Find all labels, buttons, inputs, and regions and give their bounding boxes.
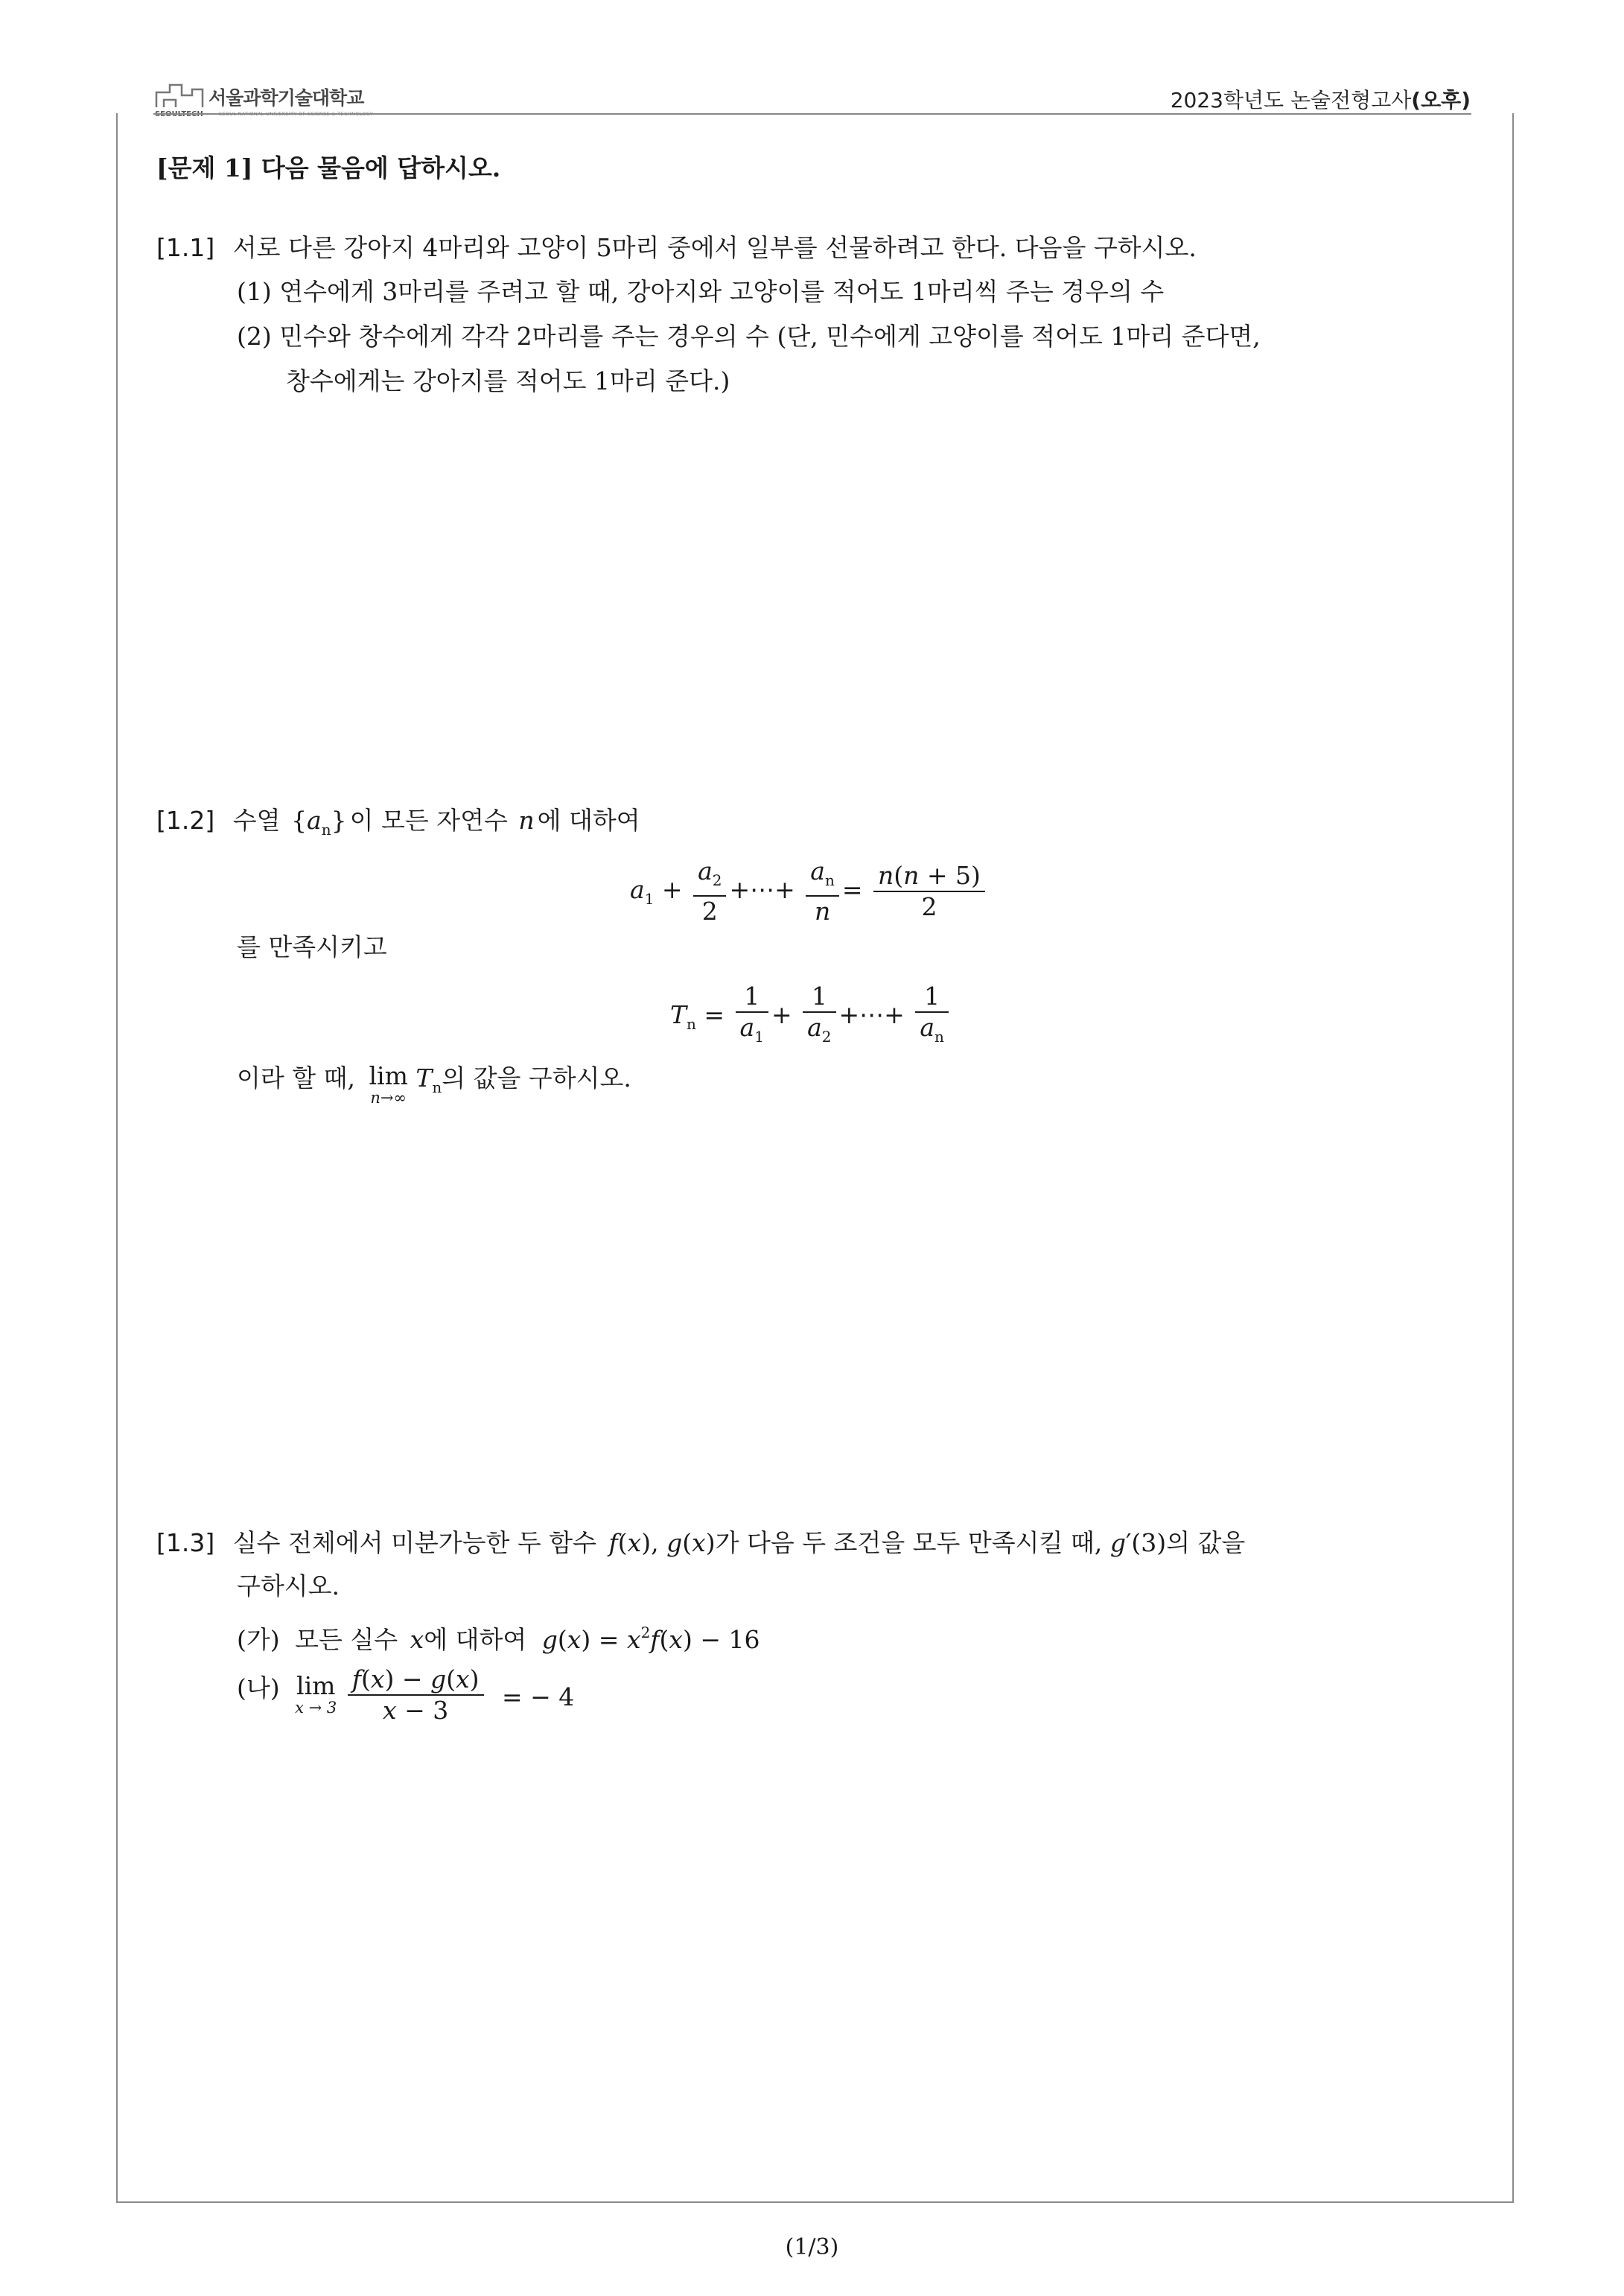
seoultech-logo-icon: [153, 79, 206, 109]
question-1-2-ending-a: 이라 할 때,: [237, 1063, 355, 1093]
question-1-2-middle: 를 만족시키고: [237, 932, 387, 961]
question-1-3-line2: 구하시오.: [237, 1571, 340, 1600]
condition-a-label: (가): [237, 1625, 280, 1654]
question-1-1-text: 서로 다른 강아지 4마리와 고양이 5마리 중에서 일부를 선물하려고 한다. 다음을 구하시오.: [232, 233, 1197, 262]
question-1-1-sub2-line1: (2) 민수와 창수에게 각각 2마리를 주는 경우의 수 (단, 민수에게 고양이를 적어도 1마리 준다면,: [237, 322, 1261, 351]
equation-sum: $a_1$ + $\frac{a_2}{2}$ +⋯+ $\frac{a_n}{n}$ = $\frac{n(n + 5)}{2}$: [630, 856, 988, 926]
question-1-2: [1.2] 수열 $\{a_n\}$ 이 모든 자연수 n 에 대하여: [156, 806, 640, 839]
question-1-2-ending-b: 의 값을 구하시오.: [442, 1063, 631, 1093]
logo-english-subtitle: SEOUL NATIONAL UNIVERSITY OF SCIENCE & TECHNOLOGY: [219, 111, 373, 117]
sequence-notation: $\{a_n\}$: [291, 806, 347, 839]
exam-year: 2023학년도 논술전형: [1170, 88, 1372, 112]
question-1-2-ending: 이라 할 때, lim n→∞ $T_n$의 값을 구하시오.: [237, 1061, 631, 1107]
question-1-2-intro-b: 이 모든 자연수: [349, 806, 508, 835]
condition-a-text-a: 모든 실수: [295, 1625, 398, 1654]
question-1-3-number: [1.3]: [156, 1528, 215, 1557]
question-1-1-number: [1.1]: [156, 233, 215, 262]
equation-tn: $T_n$ = $\frac{1}{a_1}$ + $\frac{1}{a_2}$ +⋯+ $\frac{1}{a_n}$: [670, 982, 952, 1052]
question-1-3-text-c: 의 값을: [1166, 1528, 1246, 1557]
condition-b-label: (나): [237, 1673, 280, 1702]
condition-b-value: = − 4: [502, 1682, 575, 1711]
condition-a: (가) 모든 실수 x에 대하여 $g(x) = x^2f(x) - 16$: [237, 1624, 760, 1654]
exam-type: 고사: [1371, 88, 1412, 112]
logo-english-name: SEOULTECH: [155, 110, 203, 118]
condition-a-text-b: 에 대하여: [424, 1625, 527, 1654]
question-1-2-number: [1.2]: [156, 806, 215, 835]
question-1-3-text-a: 실수 전체에서 미분가능한 두 함수: [232, 1528, 596, 1557]
question-1-2-intro-a: 수열: [232, 806, 281, 835]
problem-title: [문제 1] 다음 물음에 답하시오.: [156, 153, 501, 182]
page-number: (1/3): [785, 2234, 839, 2260]
condition-b: (나) lim x → 3 $\frac{f(x) - g(x)}{x - 3}$ = − 4: [237, 1664, 575, 1725]
answer-frame: [116, 113, 1514, 2203]
question-1-1-sub2-line2: 창수에게는 강아지를 적어도 1마리 준다.): [286, 366, 730, 395]
question-1-2-intro-c: 에 대하여: [537, 806, 640, 835]
question-1-3-text-b: 가 다음 두 조건을 모두 만족시킬 때,: [715, 1528, 1103, 1557]
question-1-1-sub1: (1) 연수에게 3마리를 주려고 할 때, 강아지와 고양이를 적어도 1마리씩 주는 경우의 수: [237, 277, 1165, 306]
question-1-1: [156, 233, 1197, 263]
exam-session: (오후): [1411, 88, 1471, 112]
logo-korean-name: 서울과학기술대학교: [208, 87, 364, 109]
exam-header: [1171, 84, 1471, 114]
question-1-3: [1.3] 실수 전체에서 미분가능한 두 함수 f(x), g(x)가 다음 두 조건을 모두 만족시킬 때, g′(3)의 값을: [156, 1528, 1246, 1557]
